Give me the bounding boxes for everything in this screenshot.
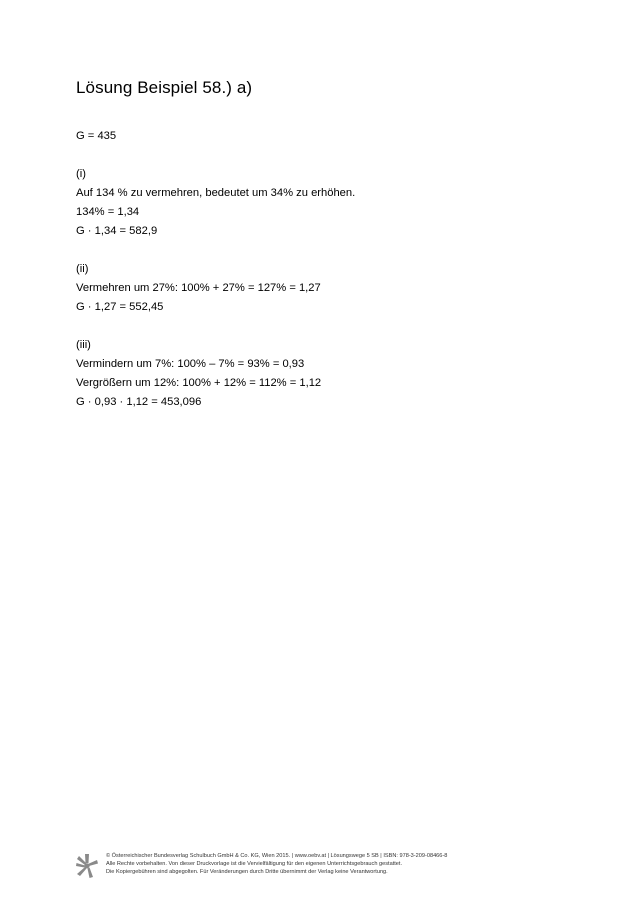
part-iii-line: G · 0,93 · 1,12 = 453,096 [76,396,202,408]
part-ii-line: Vermehren um 27%: 100% + 27% = 127% = 1,27 [76,282,321,294]
footer-line: Die Kopiergebühren sind abgegolten. Für Veränderungen durch Dritte übernimmt der Verlag keine Verantwortung. [106,869,388,875]
spacer [76,241,576,260]
footer-copyright [106,852,447,876]
spacer [76,317,576,336]
given-value: G = 435 [76,130,117,142]
solution-content [76,127,576,412]
part-iii-line: Vergrößern um 12%: 100% + 12% = 112% = 1,12 [76,377,322,389]
page-footer [76,852,576,882]
part-i-line: G · 1,34 = 582,9 [76,225,158,237]
part-iii-label: (iii) [76,339,91,351]
part-iii-line: Vermindern um 7%: 100% – 7% = 93% = 0,93 [76,358,305,370]
footer-line: © Österreichischer Bundesverlag Schulbuch GmbH & Co. KG, Wien 2015. | www.oebv.at | Lösungswege 5 SB | ISBN: 978-3-209-08466-8 [106,853,448,859]
footer-line: Alle Rechte vorbehalten. Von dieser Druckvorlage ist die Vervielfältigung für den eigenen Unterrichtsgebrauch gestattet. [106,861,403,867]
page-title: Lösung Beispiel 58.) a) [76,78,253,97]
spacer [76,146,576,165]
part-i-line: 134% = 1,34 [76,206,140,218]
part-i-line: Auf 134 % zu vermehren, bedeutet um 34% zu erhöhen. [76,187,356,199]
part-i-label: (i) [76,168,86,180]
part-ii-line: G · 1,27 = 552,45 [76,301,164,313]
part-ii-label: (ii) [76,263,89,275]
oebv-star-logo-icon [76,854,98,878]
